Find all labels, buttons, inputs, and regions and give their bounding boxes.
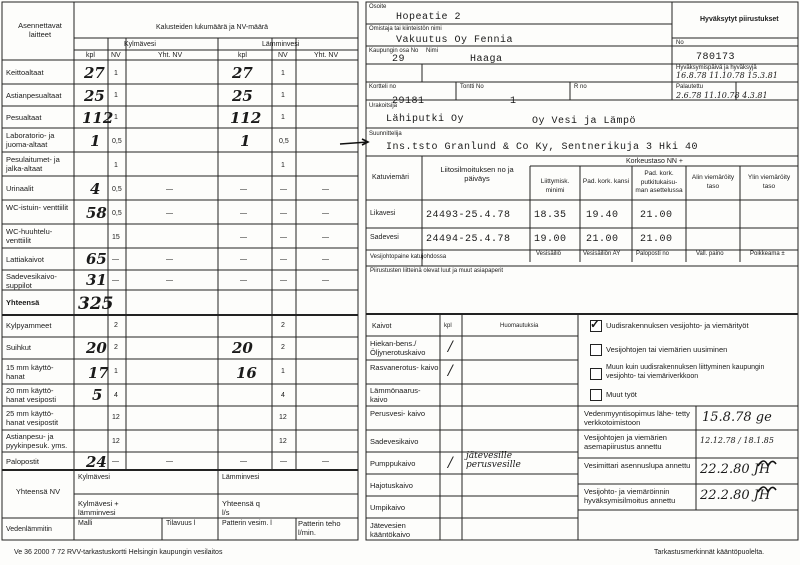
likavesi-label: Likavesi: [370, 210, 396, 217]
row-dash: —: [166, 256, 173, 263]
row-warm-nv: 1: [281, 368, 285, 375]
row-dash: —: [166, 458, 173, 465]
kaupunginosa-value: 29: [392, 54, 406, 65]
kaivo-label: Hajotuskaivo: [370, 481, 413, 490]
check-uusiminen[interactable]: [590, 344, 602, 356]
row-label: Astianpesu- ja pyykinpesuk. yms.: [6, 432, 68, 450]
left-footer: Ve 36 2000 7 72 RVV-tarkastuskortti Helsingin kaupungin vesilaitos: [14, 549, 223, 556]
lamminvesi-bottom: Lämminvesi: [222, 474, 260, 481]
yhteensa-nv-label: Yhteensä NV: [15, 487, 61, 496]
vall-paino-label: Vall. paino: [696, 251, 724, 257]
malli-label: Malli: [78, 520, 93, 527]
paloposti-no-label: Paloposti no: [636, 251, 670, 257]
row-cold-kpl: 31: [86, 271, 107, 289]
col-yhtnv-cold: Yht. NV: [158, 52, 183, 59]
kaupunginosa-label: Kaupungin osa No: [369, 48, 419, 54]
suunnittelija-label: Suunnittelija: [369, 131, 402, 137]
patterin-vesim-label: Patterin vesim. l: [222, 520, 272, 527]
row-warm-kpl: —: [240, 277, 247, 284]
piirustus-note: Piirustusten liitteinä olevat luut ja muut asiapaperit: [370, 268, 504, 274]
row-cold-kpl: 1: [90, 132, 101, 150]
row-label: WC-istuin- venttiilit: [6, 203, 69, 212]
row-cold-nv: 1: [114, 162, 118, 169]
palauttu-value: 2.6.78 11.10.78 4.3.81: [676, 91, 768, 100]
row-warm-nv: —: [280, 458, 287, 465]
date-label: Vesimittari asennuslupa annettu: [584, 461, 691, 470]
tontti-label: Tontti No: [460, 84, 484, 90]
col-nv-cold: NV: [111, 52, 121, 59]
row-label: Sadevesikaivo- suppilot: [6, 272, 57, 290]
tontti-value: 1: [510, 96, 517, 107]
kaivo-label: Jätevesien kääntökaivo: [370, 521, 411, 539]
pumppu-note: jätevesille perusvesille: [466, 451, 521, 470]
date-label: Vesijohtojen ja viemärien asemapiirustus annettu: [584, 433, 667, 451]
sadevesi-v2: 21.00: [586, 234, 619, 245]
col-yhtnv-warm: Yht. NV: [314, 52, 339, 59]
row-cold-kpl: 24: [86, 453, 107, 471]
kylmavesi-plus-label: Kylmävesi + lämminvesi: [78, 499, 119, 517]
row-dash: —: [166, 210, 173, 217]
row-cold-kpl: 58: [86, 204, 107, 222]
nimi-value: Haaga: [470, 54, 503, 65]
likavesi-liitos: 24493-25.4.78: [426, 210, 511, 221]
row-cold-nv: 4: [114, 392, 118, 399]
row-cold-kpl: 4: [90, 180, 101, 198]
row-warm-nv: —: [280, 210, 287, 217]
row-warm-nv: 1: [281, 70, 285, 77]
row-warm-nv: 0,5: [279, 138, 289, 145]
row-label: Palopostit: [6, 457, 39, 466]
sadevesi-label: Sadevesi: [370, 234, 399, 241]
yhteensa-q-label: Yhteensä q l/s: [222, 499, 260, 517]
col-nv-warm: NV: [278, 52, 288, 59]
hyvaksytyt-label: Hyväksytyt piirustukset: [700, 16, 779, 23]
checkmark-icon: ✓: [590, 317, 601, 331]
row-cold-kpl: 17: [88, 364, 109, 382]
rno-label: R no: [574, 84, 587, 90]
row-cold-nv: 0,5: [112, 186, 122, 193]
row-cold-nv: 0,5: [112, 210, 122, 217]
huomautuksia-label: Huomautuksia: [500, 323, 539, 329]
date-value: 12.12.78 / 18.1.85: [700, 436, 774, 445]
date-label: Vedenmyyntisopimus lähe- tetty verkkotoimistoon: [584, 409, 690, 427]
header-kylmavesi: Kylmävesi: [124, 41, 156, 48]
kaivo-label: Rasvanerotus- kaivo: [370, 363, 439, 372]
kaivo-label: Perusvesi- kaivo: [370, 409, 426, 418]
row-warm-kpl: —: [240, 210, 247, 217]
kortteli-value: 29181: [392, 96, 425, 107]
check-liittyminen[interactable]: [590, 368, 602, 380]
row-warm-nv: —: [280, 277, 287, 284]
palauttu-label: Palautettu: [676, 84, 704, 90]
nimi-label: Nimi: [426, 48, 438, 54]
right-footer: Tarkastusmerkinnät kääntöpuolelta.: [654, 549, 765, 556]
row-cold-nv: 1: [114, 70, 118, 77]
row-dash: —: [322, 277, 329, 284]
row-cold-nv: —: [112, 277, 119, 284]
row-cold-kpl: 25: [84, 87, 105, 105]
kortteli-label: Kortteli no: [369, 84, 397, 90]
row-label: 20 mm käyttö- hanat vesiposti: [6, 386, 57, 404]
urakoitsija-label: Urakoitsija: [369, 103, 398, 109]
hyvaksymis-value: 16.8.78 11.10.78 15.3.81: [676, 71, 778, 80]
row-label: Laboratorio- ja juoma-altaat: [6, 131, 55, 149]
sadevesi-liitos: 24494-25.4.78: [426, 234, 511, 245]
row-cold-kpl: 112: [82, 109, 114, 127]
row-label: Urinaalit: [6, 184, 34, 193]
check-label: Muun kuin uudisrakennuksen liittyminen kaupungin vesijohto- tai viemäriverkkoon: [606, 364, 765, 380]
row-warm-kpl: 16: [236, 364, 257, 382]
check-muut[interactable]: [590, 389, 602, 401]
row-cold-nv: 12: [112, 438, 120, 445]
row-label: Lattiakaivot: [6, 255, 44, 264]
vesijohtopaine-label: Vesijohtopaine katujohdossa: [370, 254, 447, 260]
omistaja-value: Vakuutus Oy Fennia: [396, 35, 514, 46]
row-label: Pesulaitumet- ja jalka-altaat: [6, 155, 60, 173]
date-label: Vesijohto- ja viemäröinnin hyväksymisilmoitus annettu: [584, 487, 676, 505]
row-warm-nv: 12: [279, 414, 287, 421]
arrow-mark: [340, 139, 368, 145]
vedenlammitin-label: Vedenlämmitin: [6, 526, 52, 533]
row-cold-kpl-total: 325: [78, 294, 114, 314]
likavesi-v1: 18.35: [534, 210, 567, 221]
row-cold-nv: 15: [112, 234, 120, 241]
patterin-teho-label: Patterin teho l/min.: [298, 519, 341, 537]
date-value: 22.2.80 JH: [700, 462, 771, 477]
row-cold-kpl: 27: [84, 64, 105, 82]
kaivo-kpl: /: [448, 339, 453, 355]
row-cold-nv: 2: [114, 344, 118, 351]
row-warm-kpl: 1: [240, 132, 251, 150]
tilavuus-label: Tilavuus l: [166, 520, 196, 527]
row-cold-nv: 12: [112, 414, 120, 421]
urakoitsija-value-2: Oy Vesi ja Lämpö: [532, 116, 637, 127]
row-cold-nv: 1: [114, 114, 118, 121]
poikkeama-label: Poikkeama ±: [750, 251, 785, 257]
row-label: Astianpesualtaat: [6, 91, 62, 100]
row-warm-nv: 2: [281, 344, 285, 351]
sadevesi-v1: 19.00: [534, 234, 567, 245]
row-warm-nv: —: [280, 256, 287, 263]
header-lamminvesi: Lämminvesi: [262, 41, 300, 48]
kaivo-label: Pumppukaivo: [370, 459, 416, 468]
vesisailio-label: Vesisäiliö: [536, 251, 562, 257]
row-cold-nv: 0,5: [112, 138, 122, 145]
row-cold-kpl: 5: [92, 386, 103, 404]
col-padkansi: Pad. kork. kansi: [582, 178, 630, 185]
check-label: Uudisrakennuksen vesijohto- ja viemärityöt: [606, 321, 749, 330]
row-warm-nv: 12: [279, 438, 287, 445]
kaivot-label: Kaivot: [372, 323, 392, 330]
row-cold-nv: —: [112, 458, 119, 465]
kaivo-label: Lämmönaarus- kaivo: [370, 386, 421, 404]
row-label: Suihkut: [6, 343, 32, 352]
row-label-yhteensa: Yhteensä: [6, 298, 40, 307]
row-warm-nv: 2: [281, 322, 285, 329]
row-dash: —: [322, 234, 329, 241]
row-label: 15 mm käyttö- hanat: [6, 363, 54, 381]
check-label: Vesijohtojen tai viemärien uusiminen: [606, 345, 728, 354]
col-alin: Alin viemäröity taso: [691, 174, 735, 190]
row-cold-kpl: 65: [86, 250, 107, 268]
kaivo-label: Umpikaivo: [370, 503, 406, 512]
check-label: Muut työt: [606, 390, 637, 399]
row-warm-kpl: —: [240, 256, 247, 263]
row-label: Kylpyammeet: [6, 321, 52, 330]
row-label: 25 mm käyttö- hanat vesipostit: [6, 409, 59, 427]
row-warm-kpl: —: [240, 234, 247, 241]
row-dash: —: [322, 256, 329, 263]
kaivo-kpl: /: [448, 363, 453, 379]
col-kpl-warm: kpl: [238, 52, 247, 59]
row-cold-nv: —: [112, 256, 119, 263]
row-warm-nv: 1: [281, 92, 285, 99]
col-ylin: Ylin viemäröity taso: [747, 174, 791, 190]
kaivo-kpl: /: [448, 455, 453, 471]
row-dash: —: [322, 210, 329, 217]
liitos-label: Liitosilmoituksen no ja päiväys: [440, 165, 514, 183]
osoite-value: Hopeatie 2: [396, 12, 462, 23]
row-warm-kpl: —: [240, 186, 247, 193]
vesisailio-ay-label: Vesisäiliön AY: [583, 251, 621, 257]
hyvaksymis-label: Hyväksymispäivä ja hyväksyjä: [676, 65, 757, 71]
col-putki: Pad. kork. putkitukaisu- man asettelussa: [635, 170, 683, 194]
row-warm-kpl: —: [240, 458, 247, 465]
kylmavesi-bottom: Kylmävesi: [78, 474, 110, 481]
osoite-label: Osoite: [369, 4, 387, 10]
row-warm-nv: 4: [281, 392, 285, 399]
row-dash: —: [322, 458, 329, 465]
row-label: Keittoaltaat: [6, 68, 44, 77]
kaivo-label: Sadevesikaivo: [370, 437, 419, 446]
katuviemari-label: Katuviemäri: [372, 174, 409, 181]
row-dash: —: [166, 186, 173, 193]
row-warm-kpl: 25: [232, 87, 253, 105]
row-warm-nv: 1: [281, 114, 285, 121]
row-warm-kpl: 112: [230, 109, 262, 127]
kaivot-kpl-label: kpl: [444, 323, 452, 329]
date-value: 15.8.78 ge: [702, 410, 772, 425]
row-label: WC-huuhtelu- venttiilit: [6, 227, 53, 245]
col-kpl-cold: kpl: [86, 52, 95, 59]
row-dash: —: [166, 277, 173, 284]
likavesi-v2: 19.40: [586, 210, 619, 221]
header-asennettavat: Asennettavat laitteet: [18, 21, 62, 39]
col-liittymisk: Liittymisk. minimi: [540, 178, 570, 194]
header-kalusteiden: Kalusteiden lukumäärä ja NV-määrä: [156, 24, 269, 31]
row-cold-kpl: 20: [86, 339, 107, 357]
row-cold-nv: 1: [114, 92, 118, 99]
omistaja-label: Omistaja tai kiinteistön nimi: [369, 26, 442, 32]
row-cold-nv: 1: [114, 368, 118, 375]
suunnittelija-value: Ins.tsto Granlund & Co Ky, Sentnerikuja 3 Hki 40: [386, 142, 699, 153]
row-cold-nv: 2: [114, 322, 118, 329]
row-warm-kpl: 27: [232, 64, 253, 82]
kaivo-label: Hiekan-bens./ Öljynerotuskaivo: [370, 339, 426, 357]
korkeus-label: Korkeustaso NN +: [626, 158, 683, 165]
no-label: No: [676, 40, 684, 46]
row-warm-nv: —: [280, 234, 287, 241]
no-value: 780173: [696, 52, 736, 63]
row-dash: —: [322, 186, 329, 193]
urakoitsija-value-1: Lähiputki Oy: [386, 114, 465, 125]
row-warm-kpl: 20: [232, 339, 253, 357]
row-warm-nv: —: [280, 186, 287, 193]
row-warm-nv: 1: [281, 162, 285, 169]
likavesi-v3: 21.00: [640, 210, 673, 221]
sadevesi-v3: 21.00: [640, 234, 673, 245]
date-value: 22.2.80 JH: [700, 488, 771, 503]
row-label: Pesualtaat: [6, 113, 42, 122]
